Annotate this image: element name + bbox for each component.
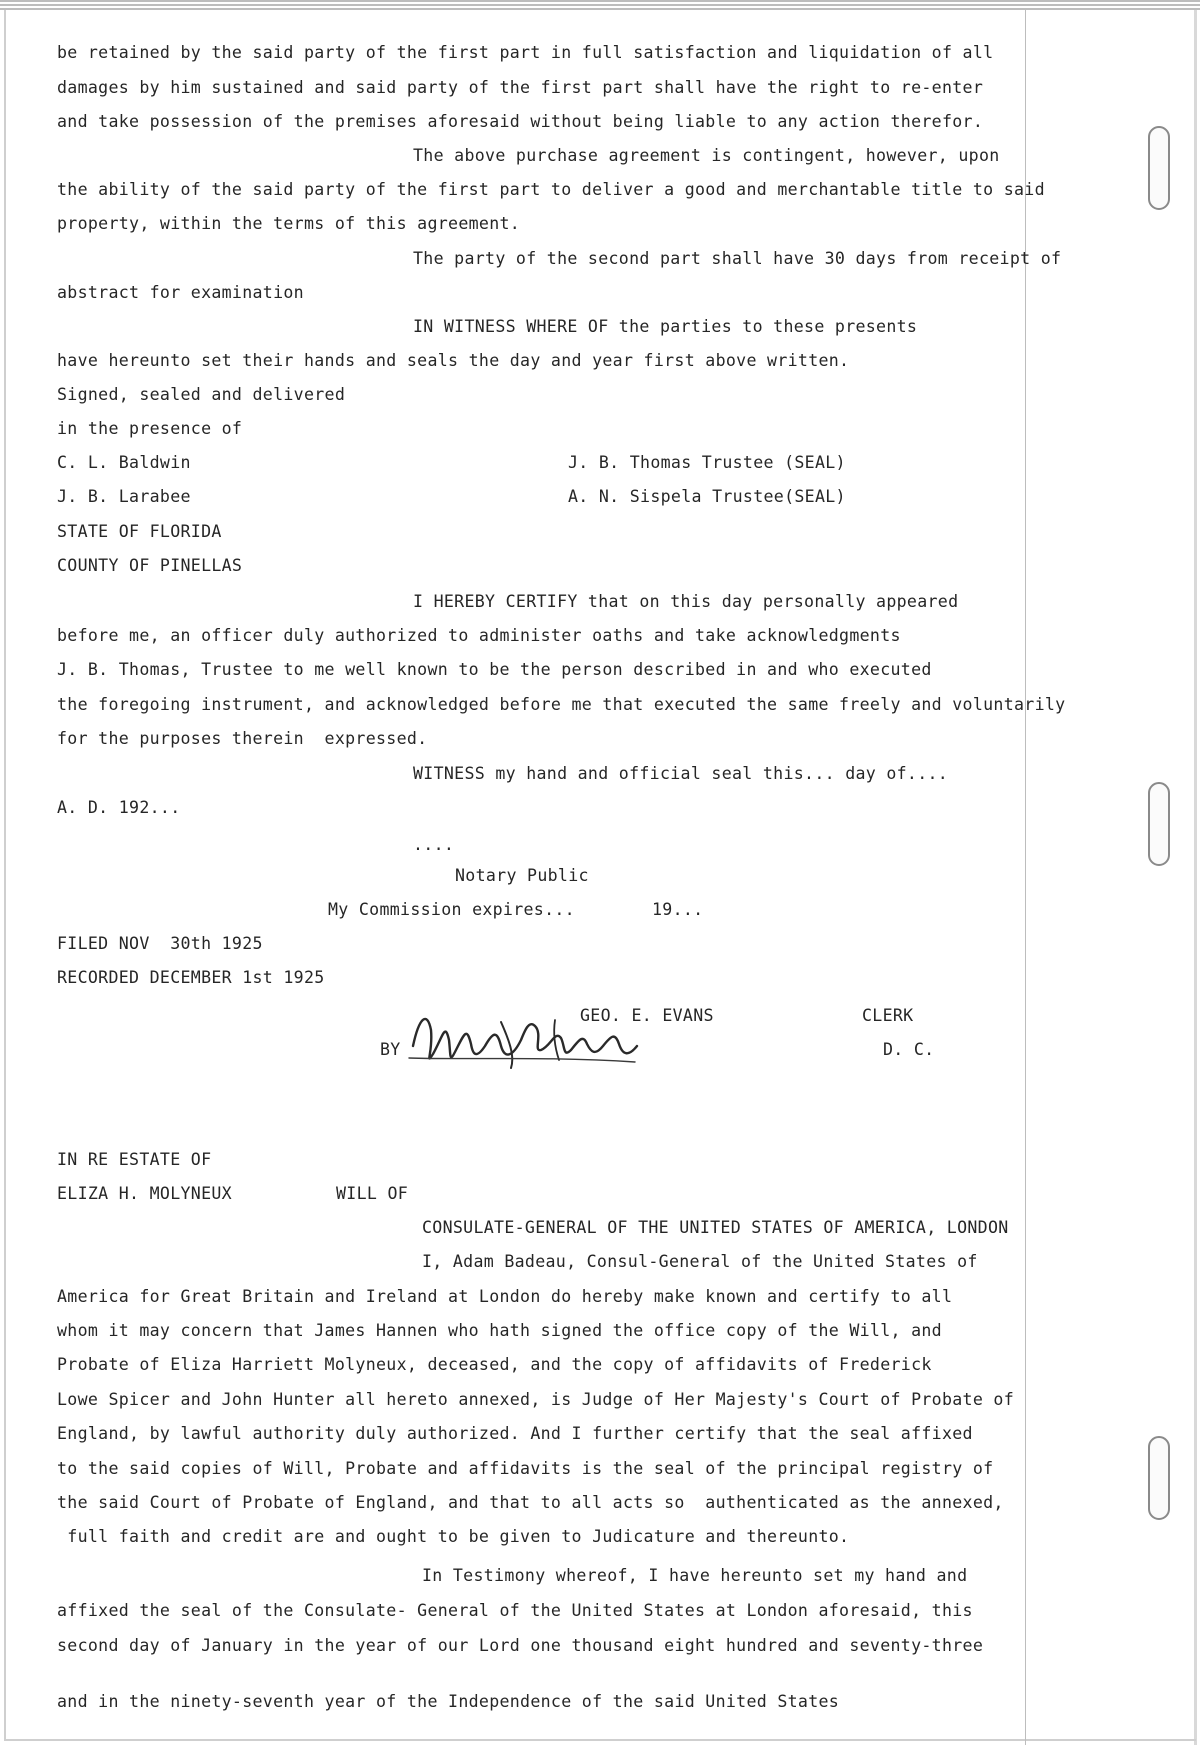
text-line: IN WITNESS WHERE OF the parties to these presents: [413, 317, 918, 336]
text-line: damages by him sustained and said party of the first part shall have the right to re-enter: [57, 78, 984, 97]
text-line: and in the ninety-seventh year of the Independence of the said United States: [57, 1692, 840, 1711]
text-line: before me, an officer duly authorized to administer oaths and take acknowledgments: [57, 626, 901, 645]
margin-rule: [1025, 10, 1026, 1745]
notary-label: Notary Public: [455, 866, 589, 885]
clerk-name: GEO. E. EVANS: [580, 1006, 714, 1025]
text-line: and take possession of the premises aforesaid without being liable to any action therefor.: [57, 112, 984, 131]
recorded-date: RECORDED DECEMBER 1st 1925: [57, 968, 325, 987]
text-line: have hereunto set their hands and seals the day and year first above written.: [57, 351, 850, 370]
page-left-edge: [4, 10, 6, 1740]
text-line: Probate of Eliza Harriett Molyneux, deceased, and the copy of affidavits of Frederick: [57, 1355, 932, 1374]
text-line: WILL OF: [336, 1184, 409, 1203]
deputy-clerk-title: D. C.: [883, 1040, 935, 1059]
trustee-signature-line: A. N. Sispela Trustee(SEAL): [568, 487, 846, 506]
text-line: Signed, sealed and delivered: [57, 385, 346, 404]
binder-hole-icon: [1148, 126, 1170, 210]
text-line: WITNESS my hand and official seal this... day of....: [413, 764, 949, 783]
trustee-signature-line: J. B. Thomas Trustee (SEAL): [568, 453, 846, 472]
text-line: J. B. Thomas, Trustee to me well known to be the person described in and who executed: [57, 660, 932, 679]
text-line: ....: [413, 835, 455, 854]
text-line: IN RE ESTATE OF: [57, 1150, 212, 1169]
text-line: affixed the seal of the Consulate- General of the United States at London aforesaid, this: [57, 1601, 973, 1620]
binder-hole-icon: [1148, 782, 1170, 866]
clerk-title: CLERK: [862, 1006, 914, 1025]
text-line: The above purchase agreement is contingent, however, upon: [413, 146, 1000, 165]
text-line: I HEREBY CERTIFY that on this day personally appeared: [413, 592, 959, 611]
consulate-heading: CONSULATE-GENERAL OF THE UNITED STATES OF AMERICA, LONDON: [422, 1218, 1009, 1237]
text-line: The party of the second part shall have 30 days from receipt of: [413, 249, 1062, 268]
text-line: I, Adam Badeau, Consul-General of the United States of: [422, 1252, 978, 1271]
text-line: STATE OF FLORIDA: [57, 522, 222, 541]
text-line: ELIZA H. MOLYNEUX: [57, 1184, 232, 1203]
text-line: property, within the terms of this agreement.: [57, 214, 521, 233]
text-line: be retained by the said party of the first part in full satisfaction and liquidation of all: [57, 43, 994, 62]
witness-name: J. B. Larabee: [57, 487, 191, 506]
text-line: England, by lawful authority duly authorized. And I further certify that the seal affixed: [57, 1424, 973, 1443]
page-right-edge: [1194, 10, 1197, 1745]
text-line: COUNTY OF PINELLAS: [57, 556, 243, 575]
text-line: for the purposes therein expressed.: [57, 729, 428, 748]
witness-name: C. L. Baldwin: [57, 453, 191, 472]
commission-year: 19...: [652, 900, 704, 919]
binder-hole-icon: [1148, 1436, 1170, 1520]
text-line: America for Great Britain and Ireland at London do hereby make known and certify to all: [57, 1287, 953, 1306]
text-line: full faith and credit are and ought to be given to Judicature and thereunto.: [57, 1527, 850, 1546]
by-label: BY: [380, 1040, 401, 1059]
text-line: the ability of the said party of the first part to deliver a good and merchantable title to said: [57, 180, 1045, 199]
filed-date: FILED NOV 30th 1925: [57, 934, 263, 953]
text-line: in the presence of: [57, 419, 243, 438]
page-bottom-edge: [4, 1739, 1196, 1741]
text-line: second day of January in the year of our Lord one thousand eight hundred and seventy-three: [57, 1636, 984, 1655]
text-line: Lowe Spicer and John Hunter all hereto annexed, is Judge of Her Majesty's Court of Probate of: [57, 1390, 1014, 1409]
text-line: In Testimony whereof, I have hereunto set my hand and: [422, 1566, 968, 1585]
text-line: to the said copies of Will, Probate and affidavits is the seal of the principal registry of: [57, 1459, 994, 1478]
handwritten-signature: [405, 1000, 685, 1080]
text-line: the foregoing instrument, and acknowledged before me that executed the same freely and voluntarily: [57, 695, 1066, 714]
text-line: whom it may concern that James Hannen who hath signed the office copy of the Will, and: [57, 1321, 942, 1340]
text-line: the said Court of Probate of England, and that to all acts so authenticated as the annexed,: [57, 1493, 1004, 1512]
text-line: A. D. 192...: [57, 798, 181, 817]
page-top-border: [0, 0, 1200, 10]
text-line: abstract for examination: [57, 283, 304, 302]
commission-line: My Commission expires...: [328, 900, 575, 919]
